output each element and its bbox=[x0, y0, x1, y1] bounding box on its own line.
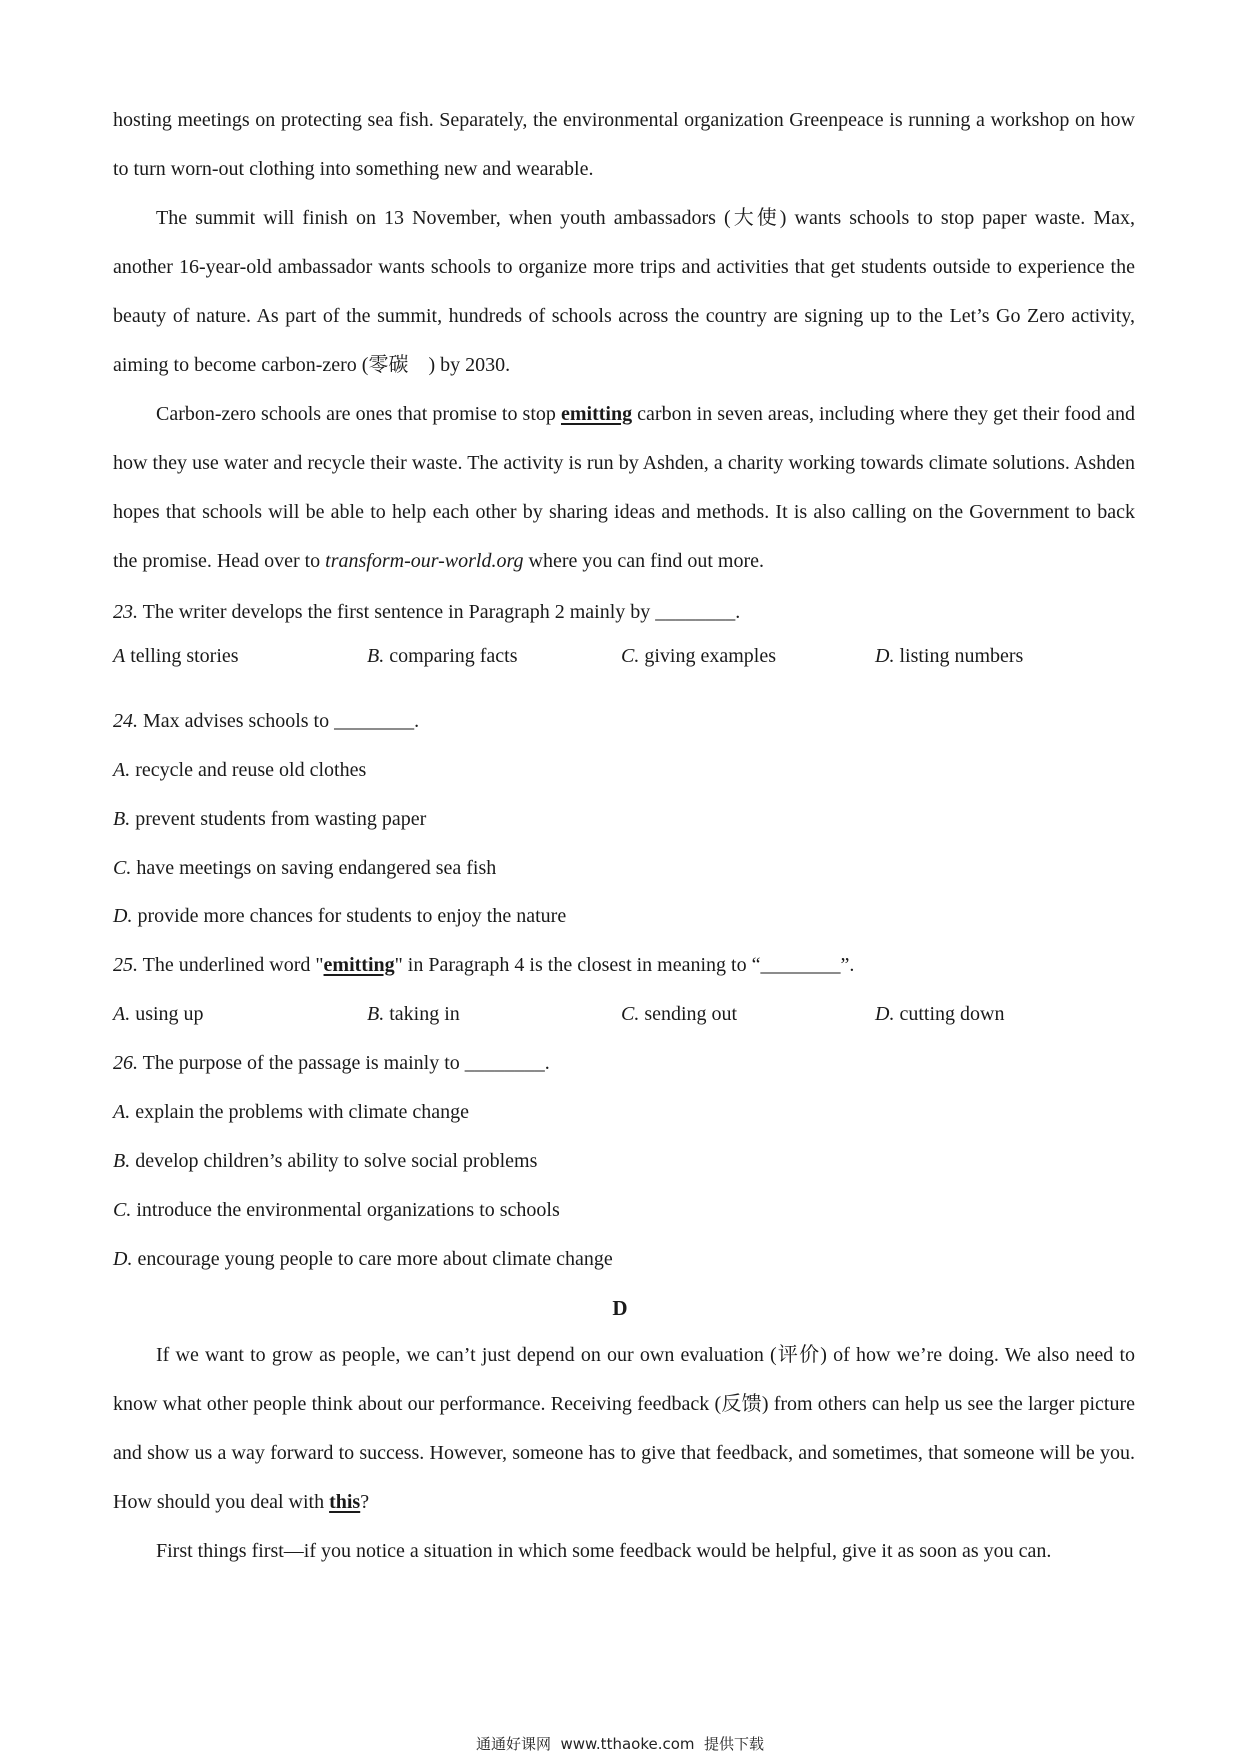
option-letter: D. bbox=[113, 1248, 133, 1270]
question-23-stem bbox=[113, 598, 740, 626]
option-text: listing numbers bbox=[894, 645, 1024, 667]
question-25-option-d bbox=[875, 1000, 1004, 1028]
option-text: sending out bbox=[639, 1003, 738, 1025]
option-letter: B. bbox=[113, 808, 131, 830]
option-text: comparing facts bbox=[384, 645, 518, 667]
question-number: 24. bbox=[113, 710, 138, 732]
underlined-word-this: this bbox=[329, 1491, 361, 1513]
option-text: taking in bbox=[384, 1003, 460, 1025]
option-letter: B. bbox=[367, 1003, 385, 1025]
question-25-option-a bbox=[113, 1000, 204, 1028]
passage-d-paragraph-1 bbox=[113, 1331, 1135, 1527]
option-text: using up bbox=[130, 1003, 204, 1025]
question-23-option-c bbox=[621, 642, 776, 670]
underlined-word-emitting: emitting bbox=[323, 954, 395, 976]
question-24-option-a bbox=[113, 756, 366, 784]
question-number: 23. bbox=[113, 601, 138, 623]
section-heading-d: D bbox=[612, 1296, 628, 1320]
question-24-option-d bbox=[113, 902, 566, 930]
option-letter: A bbox=[113, 645, 126, 667]
question-24-option-b bbox=[113, 805, 426, 833]
option-letter: A. bbox=[113, 1003, 131, 1025]
question-23-option-b bbox=[367, 642, 518, 670]
passage-c-paragraph-2: The summit will finish on 13 November, when youth ambassadors (大使) wants schools to stop paper waste. Max, another 16-year-old ambassador wants schools to organize more trips and activities that get students outside to experience the beauty of nature. As part of the summit, hundreds of schools across the country are signing up to the Let’s Go Zero activity, aiming to become carbon-zero (零碳 ) by 2030. bbox=[113, 207, 1135, 376]
question-text: Max advises schools to ________. bbox=[138, 710, 420, 732]
option-letter: B. bbox=[113, 1150, 131, 1172]
question-26-option-d bbox=[113, 1245, 613, 1273]
question-text-end: " in Paragraph 4 is the closest in meaning to “________”. bbox=[394, 954, 855, 976]
option-text: prevent students from wasting paper bbox=[130, 808, 427, 830]
question-26-option-a bbox=[113, 1098, 469, 1126]
paragraph-3-text-middle: carbon in seven areas, including where they get their food and how they use water and recycle their waste. The activity is run by Ashden, a charity working towards climate solutions. Ashden hopes that schools will be able to help each other by sharing ideas and methods. It is also calling on the Government to back the promise. Head over to bbox=[113, 403, 1135, 572]
question-23-option-a bbox=[113, 642, 239, 670]
question-number: 26. bbox=[113, 1052, 138, 1074]
question-number: 25. bbox=[113, 954, 138, 976]
question-23-option-d bbox=[875, 642, 1023, 670]
option-letter: A. bbox=[113, 759, 131, 781]
website-url: transform-our-world.org bbox=[325, 550, 524, 572]
question-25-option-c bbox=[621, 1000, 737, 1028]
paragraph-3-text-end: where you can find out more. bbox=[523, 550, 764, 572]
paragraph-text-end: ? bbox=[360, 1491, 370, 1513]
question-24-option-c bbox=[113, 854, 496, 882]
option-letter: B. bbox=[367, 645, 385, 667]
question-text: The purpose of the passage is mainly to ________. bbox=[138, 1052, 550, 1074]
question-24-stem bbox=[113, 707, 419, 735]
option-text: explain the problems with climate change bbox=[130, 1101, 469, 1123]
option-letter: C. bbox=[621, 1003, 640, 1025]
option-text: provide more chances for students to enjoy the nature bbox=[132, 905, 567, 927]
paragraph-text: If we want to grow as people, we can’t just depend on our own evaluation (评价) of how we’re doing. We also need to know what other people think about our performance. Receiving feedback (反馈) from others can help us see the larger picture and show us a way forward to success. However, someone has to give that feedback, and sometimes, that someone will be you. How should you deal with bbox=[113, 1344, 1135, 1513]
question-26-option-b bbox=[113, 1147, 537, 1175]
passage-c-paragraph-1-continued: hosting meetings on protecting sea fish. Separately, the environmental organization Greenpeace is running a workshop on how to turn worn-out clothing into something new and wearable. bbox=[113, 109, 1135, 180]
option-letter: D. bbox=[875, 1003, 895, 1025]
option-letter: C. bbox=[113, 1199, 132, 1221]
question-26-option-c bbox=[113, 1196, 560, 1224]
question-25-option-b bbox=[367, 1000, 460, 1028]
underlined-word-emitting: emitting bbox=[560, 403, 633, 425]
option-letter: A. bbox=[113, 1101, 131, 1123]
question-26-stem bbox=[113, 1049, 550, 1077]
passage-c-paragraph-3 bbox=[113, 390, 1135, 586]
option-text: giving examples bbox=[639, 645, 776, 667]
paragraph-3-text-start: Carbon-zero schools are ones that promise to stop bbox=[156, 403, 561, 425]
option-letter: C. bbox=[113, 857, 132, 879]
question-text-start: The underlined word " bbox=[138, 954, 324, 976]
question-25-stem bbox=[113, 951, 854, 979]
option-text: develop children’s ability to solve social problems bbox=[130, 1150, 538, 1172]
passage-d-paragraph-2: First things first—if you notice a situation in which some feedback would be helpful, give it as soon as you can. bbox=[156, 1540, 1052, 1562]
page-footer: 通通好课网 www.tthaoke.com 提供下载 bbox=[475, 1735, 765, 1753]
option-text: cutting down bbox=[894, 1003, 1005, 1025]
option-letter: D. bbox=[113, 905, 133, 927]
option-text: introduce the environmental organizations to schools bbox=[131, 1199, 560, 1221]
question-text: The writer develops the first sentence in Paragraph 2 mainly by ________. bbox=[138, 601, 741, 623]
option-letter: C. bbox=[621, 645, 640, 667]
option-text: encourage young people to care more about climate change bbox=[132, 1248, 613, 1270]
option-text: recycle and reuse old clothes bbox=[130, 759, 367, 781]
option-text: have meetings on saving endangered sea fish bbox=[131, 857, 497, 879]
option-text: telling stories bbox=[125, 645, 239, 667]
option-letter: D. bbox=[875, 645, 895, 667]
